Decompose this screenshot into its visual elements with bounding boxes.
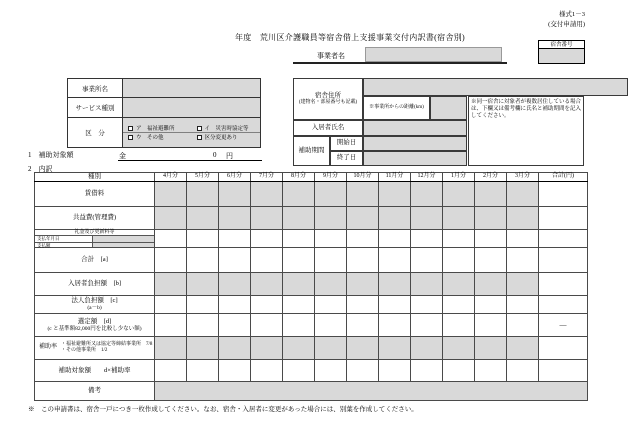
month-value-cell[interactable]	[347, 360, 379, 382]
month-header: 10月分	[347, 173, 379, 182]
month-value-cell[interactable]	[443, 360, 475, 382]
category-checkbox-group	[123, 124, 260, 141]
month-value-cell[interactable]	[283, 230, 315, 248]
selected-amount-total-cell: ―	[539, 314, 588, 337]
subsidy-rate-label: 補助率	[38, 344, 57, 351]
month-value-cell[interactable]	[507, 360, 539, 382]
subsidy-period-label: 補助期間	[293, 136, 330, 166]
month-header: 9月分	[315, 173, 347, 182]
subsidy-amount-row-label: 補助対象額 d×補助率	[35, 360, 155, 382]
rent-total-cell[interactable]	[539, 182, 588, 207]
month-header: 2月分	[475, 173, 507, 182]
month-value-cell[interactable]	[251, 314, 283, 337]
month-value-cell[interactable]	[251, 207, 283, 230]
key-money-label-cell	[35, 230, 155, 248]
month-value-cell[interactable]	[315, 273, 347, 296]
subsidy-amount-value: 0	[213, 151, 217, 159]
month-header: 12月分	[411, 173, 443, 182]
pay-amount-input[interactable]	[93, 243, 154, 248]
month-value-cell[interactable]	[251, 296, 283, 314]
service-type-input[interactable]	[123, 98, 261, 118]
month-value-cell[interactable]	[411, 207, 443, 230]
month-value-cell[interactable]	[507, 273, 539, 296]
start-date-input[interactable]	[363, 136, 467, 151]
month-value-cell[interactable]	[475, 182, 507, 207]
month-value-cell[interactable]	[187, 360, 219, 382]
month-value-cell[interactable]	[155, 314, 187, 337]
month-value-cell[interactable]	[443, 248, 475, 273]
address-input[interactable]	[363, 78, 628, 96]
month-value-cell[interactable]	[475, 273, 507, 296]
month-value-cell[interactable]	[219, 207, 251, 230]
month-header: 3月分	[507, 173, 539, 182]
month-value-cell[interactable]	[251, 337, 283, 360]
month-value-cell[interactable]	[315, 230, 347, 248]
pay-date-label: 支払年月日	[35, 236, 93, 242]
month-value-cell[interactable]	[283, 248, 315, 273]
subsidy-amount-underline	[118, 160, 262, 161]
month-header: 8月分	[283, 173, 315, 182]
pay-amount-label: 支払額	[35, 243, 93, 248]
footnote: ※ この申請書は、宿舎一戸につき一枚作成してください。なお、宿舎・入居者に変更があった場合には、別葉を作成してください。	[28, 406, 418, 413]
office-table	[67, 78, 261, 148]
distance-label: ※事業所からの距離(km)	[363, 96, 430, 120]
checkbox-fukushi-icon[interactable]	[128, 126, 133, 131]
checkbox-item-sonota[interactable]	[123, 133, 192, 141]
checkbox-item-fukushi[interactable]	[123, 124, 192, 132]
month-value-cell[interactable]	[475, 230, 507, 248]
month-value-cell[interactable]	[443, 337, 475, 360]
multi-resident-note: ※同一宿舎に対象者が複数居住している場合は、下欄又は備考欄に氏名と補助期間を記入してください。	[468, 96, 584, 166]
month-value-cell[interactable]	[443, 314, 475, 337]
month-value-cell[interactable]	[187, 273, 219, 296]
month-value-cell[interactable]	[155, 207, 187, 230]
month-value-cell[interactable]	[251, 360, 283, 382]
distance-input[interactable]	[430, 96, 467, 120]
table-row-rent	[35, 182, 588, 207]
common-fee-label: 共益費(管理費)	[35, 207, 155, 230]
month-value-cell[interactable]	[219, 273, 251, 296]
month-value-cell[interactable]	[443, 207, 475, 230]
month-value-cell[interactable]	[507, 314, 539, 337]
month-value-cell[interactable]	[411, 360, 443, 382]
month-value-cell[interactable]	[475, 296, 507, 314]
subsidy-rate-total-cell[interactable]	[539, 337, 588, 360]
month-value-cell[interactable]	[443, 182, 475, 207]
table-row-subsidy-amount	[35, 360, 588, 382]
month-header: 7月分	[251, 173, 283, 182]
month-value-cell[interactable]	[251, 273, 283, 296]
operator-name-input[interactable]	[365, 47, 502, 62]
month-value-cell[interactable]	[507, 182, 539, 207]
month-value-cell[interactable]	[443, 296, 475, 314]
month-header: 5月分	[187, 173, 219, 182]
table-row-subsidy-rate	[35, 337, 588, 360]
total-a-total-cell[interactable]	[539, 248, 588, 273]
checkbox-fukushi-label: ア 福祉避難所	[136, 126, 175, 132]
month-value-cell[interactable]	[187, 337, 219, 360]
month-value-cell[interactable]	[411, 273, 443, 296]
checkbox-item-kubun-henko[interactable]	[192, 133, 261, 141]
breakdown-section-label: 2 内訳	[28, 165, 53, 173]
month-value-cell[interactable]	[507, 230, 539, 248]
subsidy-rate-label-cell	[35, 337, 155, 360]
month-value-cell[interactable]	[379, 182, 411, 207]
month-header: 6月分	[219, 173, 251, 182]
table-row-selected-amount	[35, 314, 588, 337]
month-value-cell[interactable]	[379, 296, 411, 314]
operator-underline	[293, 62, 507, 64]
checkbox-item-saigai[interactable]	[192, 124, 261, 132]
lodging-table	[293, 78, 628, 166]
subsidy-rate-detail: ・福祉避難所又は協定等締結事業所 7/8 ・その他事業所 1/2	[61, 341, 153, 353]
month-value-cell[interactable]	[347, 273, 379, 296]
checkbox-saigai-icon[interactable]	[197, 126, 202, 131]
month-value-cell[interactable]	[283, 296, 315, 314]
month-value-cell[interactable]	[411, 248, 443, 273]
col-type-header: 種別	[35, 173, 155, 182]
month-value-cell[interactable]	[507, 296, 539, 314]
month-value-cell[interactable]	[411, 230, 443, 248]
month-value-cell[interactable]	[315, 296, 347, 314]
table-row-total-a	[35, 248, 588, 273]
month-value-cell[interactable]	[379, 230, 411, 248]
month-value-cell[interactable]	[283, 314, 315, 337]
col-total-header: 合計(円)	[539, 173, 588, 182]
month-value-cell[interactable]	[155, 273, 187, 296]
month-value-cell[interactable]	[187, 230, 219, 248]
month-value-cell[interactable]	[315, 207, 347, 230]
subsidy-amount-unit: 円	[226, 152, 233, 160]
month-value-cell[interactable]	[411, 182, 443, 207]
month-value-cell[interactable]	[251, 182, 283, 207]
form-usage: (交付申請用)	[548, 21, 585, 28]
month-value-cell[interactable]	[411, 296, 443, 314]
start-date-label: 開始日	[330, 136, 363, 151]
rent-label: 賃借料	[35, 182, 155, 207]
resident-name-label: 入居者氏名	[293, 120, 363, 136]
month-value-cell[interactable]	[283, 207, 315, 230]
selected-amount-sublabel: (c と基準額82,000円を比較し少ない額)	[47, 325, 142, 332]
month-value-cell[interactable]	[475, 360, 507, 382]
month-value-cell[interactable]	[283, 337, 315, 360]
month-value-cell[interactable]	[219, 337, 251, 360]
month-value-cell[interactable]	[379, 248, 411, 273]
page-title: 年度 荒川区介護職員等宿舎借上支援事業交付内訳書(宿舎別)	[234, 33, 466, 42]
month-value-cell[interactable]	[379, 337, 411, 360]
month-value-cell[interactable]	[219, 296, 251, 314]
table-row-remarks	[35, 382, 588, 401]
remarks-input[interactable]	[155, 382, 588, 401]
month-value-cell[interactable]	[219, 360, 251, 382]
end-date-input[interactable]	[363, 151, 467, 166]
address-label: 宿舎住所 (建物名・部屋番号も記載)	[293, 78, 363, 120]
month-value-cell[interactable]	[187, 182, 219, 207]
corp-burden-label: 法人負担額 [c]	[71, 297, 118, 305]
month-value-cell[interactable]	[187, 248, 219, 273]
month-value-cell[interactable]	[219, 182, 251, 207]
lodging-number-input[interactable]	[539, 49, 584, 63]
form-code: 様式1－3	[559, 11, 585, 18]
operator-name-label: 事業者名	[317, 52, 345, 60]
month-value-cell[interactable]	[155, 230, 187, 248]
month-value-cell[interactable]	[379, 207, 411, 230]
month-value-cell[interactable]	[155, 337, 187, 360]
end-date-label: 終了日	[330, 151, 363, 166]
month-value-cell[interactable]	[347, 296, 379, 314]
month-value-cell[interactable]	[443, 273, 475, 296]
office-name-label: 事業所名	[68, 79, 123, 98]
pay-date-input[interactable]	[93, 236, 154, 242]
month-value-cell[interactable]	[283, 360, 315, 382]
month-value-cell[interactable]	[347, 337, 379, 360]
month-value-cell[interactable]	[315, 248, 347, 273]
month-value-cell[interactable]	[187, 314, 219, 337]
month-value-cell[interactable]	[507, 248, 539, 273]
month-value-cell[interactable]	[251, 248, 283, 273]
month-value-cell[interactable]	[283, 182, 315, 207]
month-value-cell[interactable]	[219, 230, 251, 248]
month-value-cell[interactable]	[347, 230, 379, 248]
month-value-cell[interactable]	[155, 248, 187, 273]
selected-amount-label-cell	[35, 314, 155, 337]
month-value-cell[interactable]	[315, 314, 347, 337]
common-fee-total-cell[interactable]	[539, 207, 588, 230]
month-value-cell[interactable]	[155, 360, 187, 382]
breakdown-table	[34, 172, 588, 401]
subsidy-total-label: 1 補助対象額	[28, 151, 74, 159]
table-row-key-money	[35, 230, 588, 248]
month-value-cell[interactable]	[379, 360, 411, 382]
checkbox-sonota-icon[interactable]	[128, 135, 133, 140]
month-value-cell[interactable]	[315, 182, 347, 207]
month-value-cell[interactable]	[507, 337, 539, 360]
month-value-cell[interactable]	[315, 360, 347, 382]
table-row-common-fee	[35, 207, 588, 230]
month-value-cell[interactable]	[187, 296, 219, 314]
subsidy-amount-prefix: 金	[119, 152, 126, 160]
checkbox-kubun-henko-label: 区分変更あり	[204, 135, 238, 141]
month-value-cell[interactable]	[411, 314, 443, 337]
month-value-cell[interactable]	[315, 337, 347, 360]
month-value-cell[interactable]	[219, 314, 251, 337]
month-value-cell[interactable]	[187, 207, 219, 230]
resident-burden-label: 入居者負担額 [b]	[35, 273, 155, 296]
month-value-cell[interactable]	[475, 207, 507, 230]
key-money-total-cell[interactable]	[539, 230, 588, 248]
key-money-label: 礼金及び更新料等	[35, 230, 154, 236]
subsidy-amount-total-cell[interactable]	[539, 360, 588, 382]
month-value-cell[interactable]	[347, 314, 379, 337]
selected-amount-label: 選定額 [d]	[77, 317, 112, 325]
checkbox-sonota-label: ウ その他	[136, 135, 164, 141]
month-header: 1月分	[443, 173, 475, 182]
lodging-number-label: 宿舎番号	[539, 41, 584, 49]
checkbox-saigai-label: イ 災害時協定等	[204, 126, 249, 132]
remarks-label: 備考	[35, 382, 155, 401]
month-header: 4月分	[155, 173, 187, 182]
month-value-cell[interactable]	[411, 337, 443, 360]
category-label: 区 分	[68, 118, 123, 148]
month-value-cell[interactable]	[155, 296, 187, 314]
month-value-cell[interactable]	[283, 273, 315, 296]
corp-burden-label-cell	[35, 296, 155, 314]
service-type-label: サービス種別	[68, 98, 123, 118]
table-row-resident-burden	[35, 273, 588, 296]
month-value-cell[interactable]	[507, 207, 539, 230]
month-value-cell[interactable]	[475, 314, 507, 337]
checkbox-kubun-henko-icon[interactable]	[197, 135, 202, 140]
month-value-cell[interactable]	[219, 248, 251, 273]
resident-burden-total-cell[interactable]	[539, 273, 588, 296]
header-row	[35, 173, 588, 182]
month-value-cell[interactable]	[475, 248, 507, 273]
month-value-cell[interactable]	[347, 182, 379, 207]
month-header: 11月分	[379, 173, 411, 182]
office-name-input[interactable]	[123, 79, 261, 98]
month-value-cell[interactable]	[347, 207, 379, 230]
corp-burden-sublabel: (a－b)	[87, 305, 102, 312]
resident-name-input[interactable]	[363, 120, 467, 136]
month-value-cell[interactable]	[379, 314, 411, 337]
month-value-cell[interactable]	[443, 230, 475, 248]
total-a-label: 合計 [a]	[35, 248, 155, 273]
lodging-number-box	[538, 40, 585, 64]
month-value-cell[interactable]	[251, 230, 283, 248]
table-row-corp-burden	[35, 296, 588, 314]
month-value-cell[interactable]	[155, 182, 187, 207]
month-value-cell[interactable]	[347, 248, 379, 273]
corp-burden-total-cell[interactable]	[539, 296, 588, 314]
month-value-cell[interactable]	[475, 337, 507, 360]
month-value-cell[interactable]	[379, 273, 411, 296]
